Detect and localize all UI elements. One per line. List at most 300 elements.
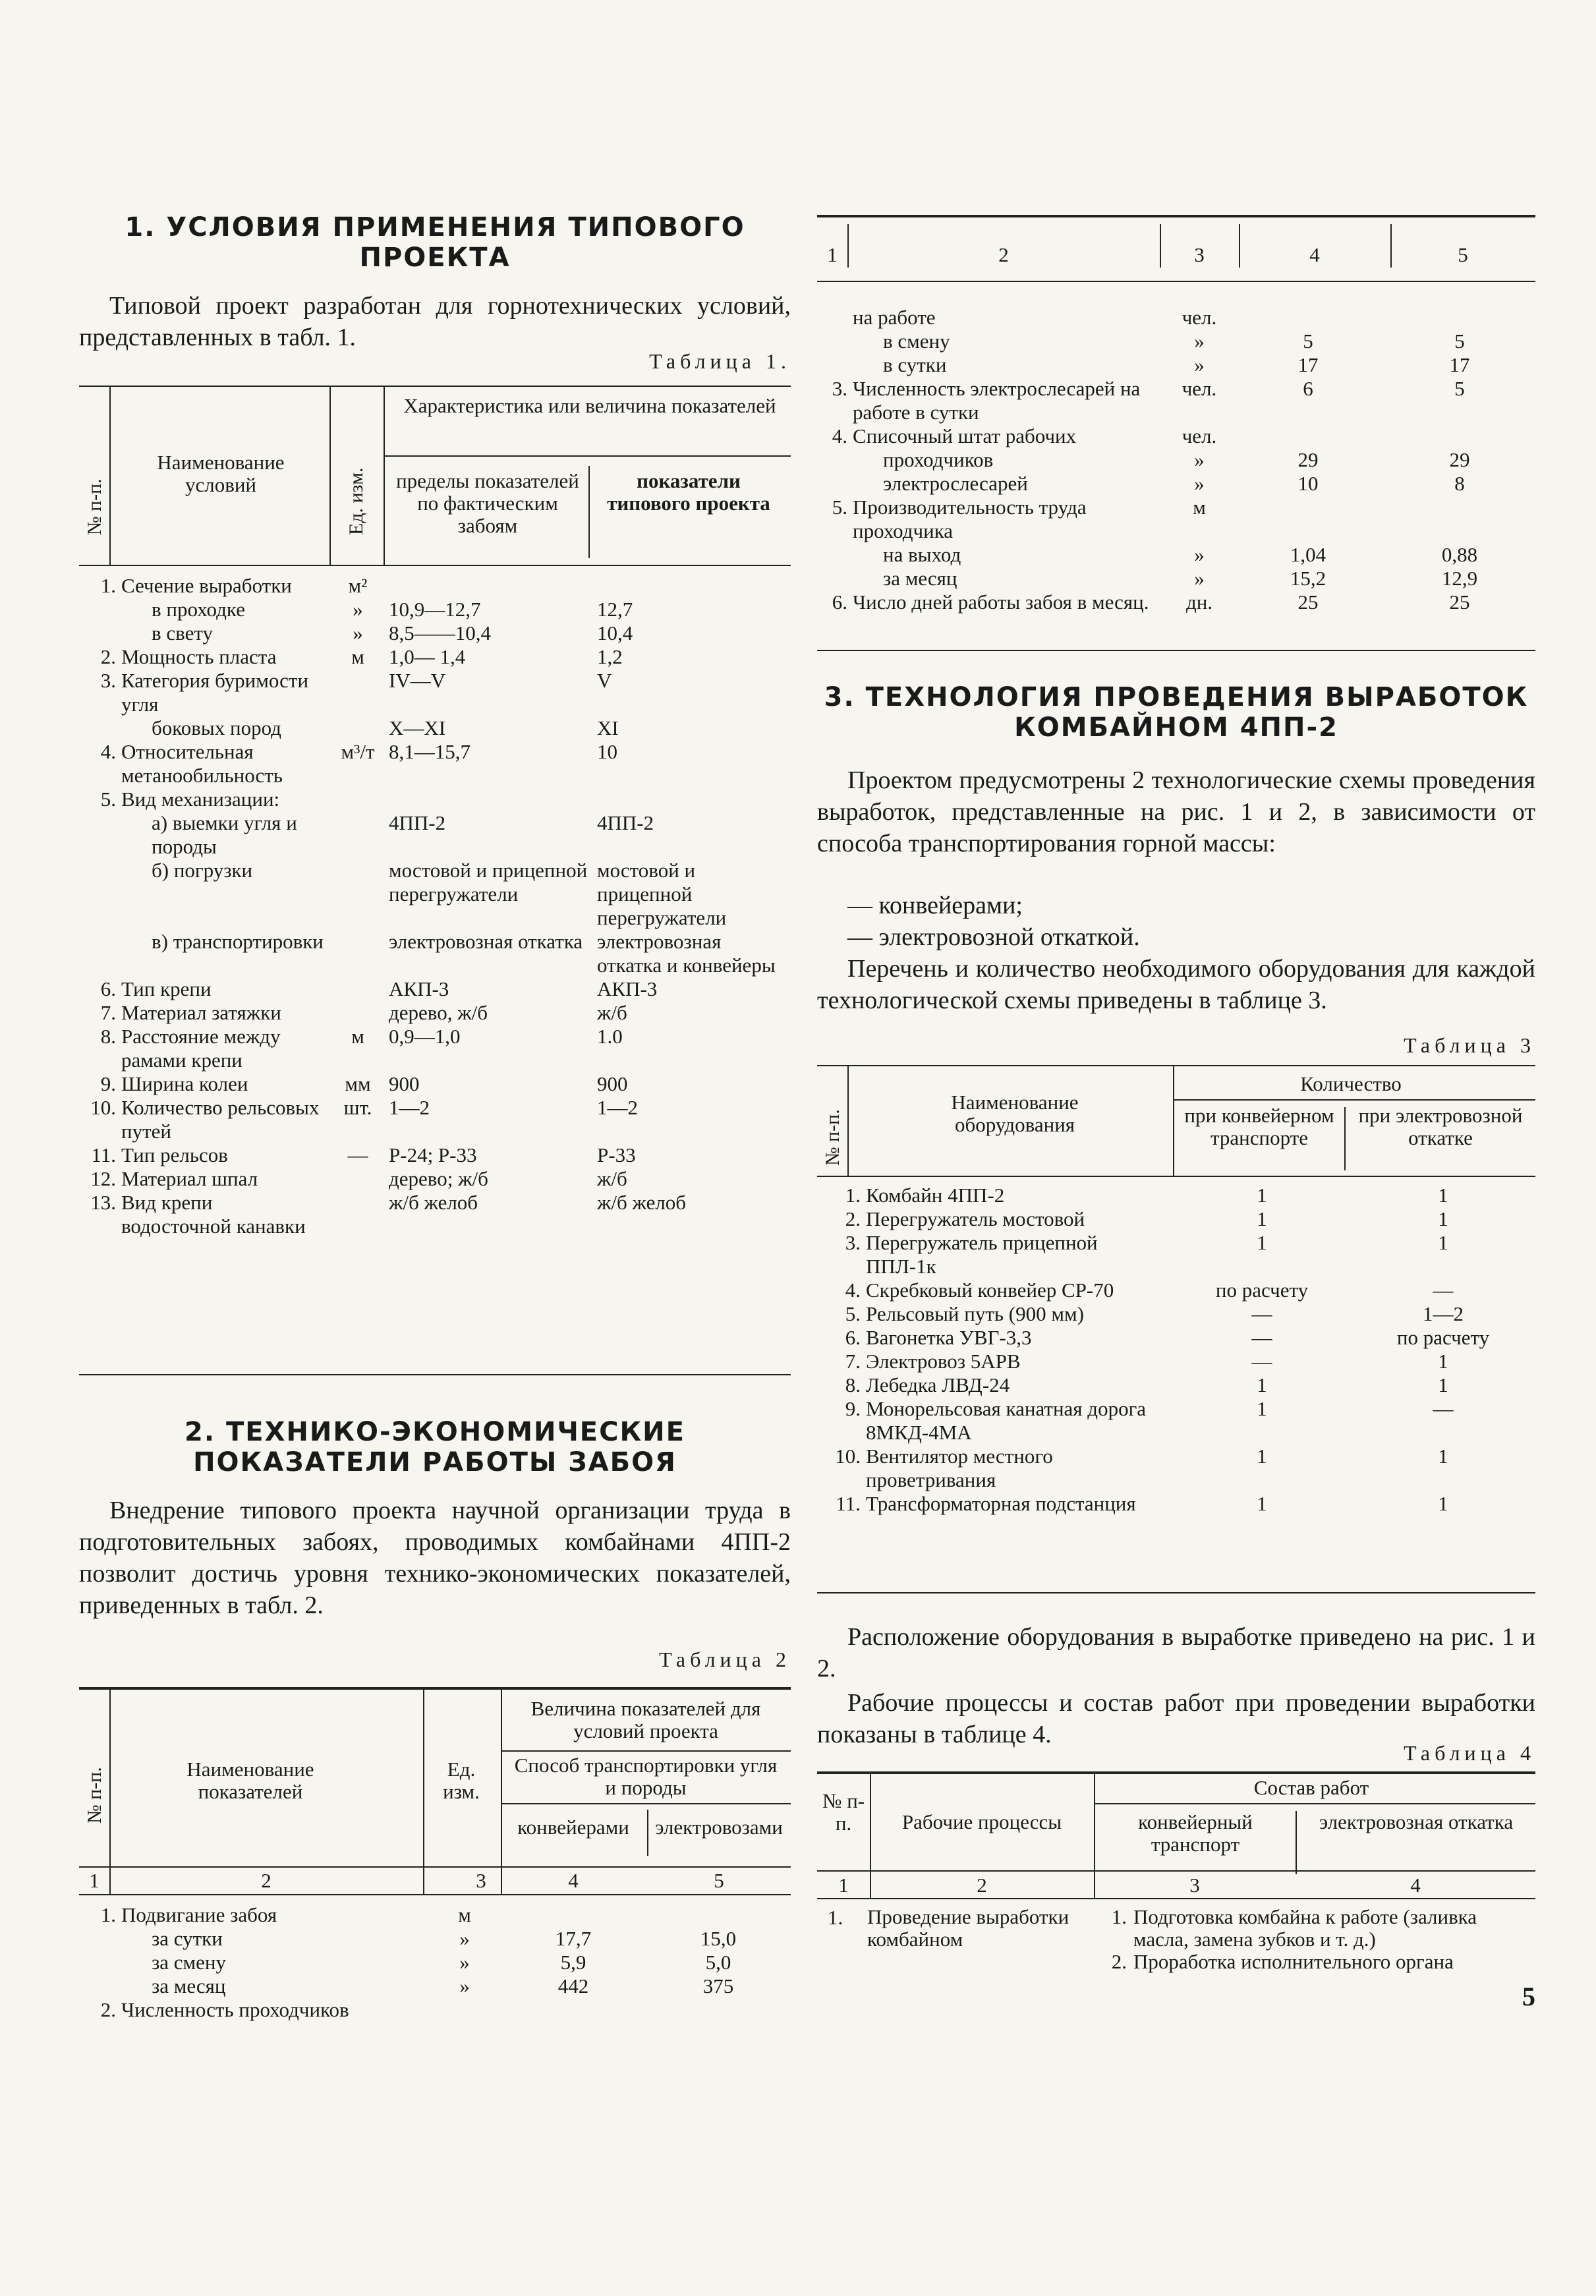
table1-header-characteristic: Характеристика или величина показателей — [403, 394, 776, 417]
table4-header-composition: Состав работ — [1253, 1776, 1369, 1799]
row-name: Вид механизации: — [121, 788, 280, 811]
page-number: 5 — [1522, 1982, 1535, 2011]
row-number: 4. — [100, 740, 116, 763]
section1-title: 1. УСЛОВИЯ ПРИМЕНЕНИЯ ТИПОВОГО ПРОЕКТА — [125, 212, 745, 273]
table1 — [79, 386, 791, 1374]
row-name: Категория буримости угля — [121, 669, 309, 716]
table2-header-num: № п-п. — [84, 1767, 105, 1823]
row-number: 1. — [100, 574, 116, 597]
table2-cont-colnum-1: 1 — [827, 243, 838, 266]
table-row — [817, 1302, 1535, 1326]
row-electro-qty: 1 — [1438, 1231, 1448, 1254]
row-name: в сутки — [883, 353, 947, 376]
row-project-value: V — [597, 669, 612, 692]
row-number: 8. — [100, 1025, 116, 1048]
table-row — [79, 1025, 791, 1072]
row-unit: » — [1194, 472, 1205, 495]
row-electro-value: 5 — [1454, 377, 1465, 400]
table-row — [79, 1072, 791, 1096]
row-factual-value: АКП-3 — [389, 977, 449, 1000]
row-number: 5. — [832, 496, 847, 519]
row-project-value: 10,4 — [597, 621, 633, 645]
row-name: Вид крепи водосточной канавки — [121, 1191, 306, 1238]
table3-header-name: Наименование оборудования — [951, 1091, 1079, 1136]
table-row — [79, 598, 791, 621]
section2-text: Внедрение типового проекта научной организации труда в подготовительных забоях, проводимых комбайнами 4ПП-2 позволит достичь уровня технико-экономических показателей, приведенных в табл. 2. — [79, 1497, 791, 1619]
row-unit: м — [351, 1025, 364, 1048]
table4-colnum-1: 1 — [838, 1874, 849, 1897]
row-name: Материал шпал — [121, 1167, 258, 1190]
row-conveyor-qty: 1 — [1257, 1207, 1267, 1230]
table-row — [817, 1326, 1535, 1350]
row-project-value: мостовой и прицепной перегружатели — [597, 859, 727, 929]
row-name: Комбайн 4ПП-2 — [866, 1184, 1005, 1207]
table1-header-num: № п-п. — [84, 478, 105, 535]
row-number: 11. — [91, 1143, 116, 1166]
table1-caption: Таблица 1. — [649, 349, 791, 373]
row-name: за месяц — [883, 567, 957, 590]
row-conveyor-value: 442 — [557, 1974, 589, 1997]
row-electro-qty: по расчету — [1396, 1326, 1490, 1349]
table-row — [79, 788, 791, 811]
table-row — [817, 472, 1535, 496]
row-unit: м³/т — [341, 740, 375, 763]
table3-caption: Таблица 3 — [1404, 1033, 1535, 1057]
table-row — [817, 353, 1535, 377]
row-factual-value: дерево; ж/б — [389, 1167, 488, 1190]
section3-paragraph-4: Рабочие процессы и состав работ при проведении выработки показаны в таблице 4. — [817, 1689, 1535, 1748]
row-project-value: 1.0 — [597, 1025, 623, 1048]
table-row — [79, 1903, 791, 1927]
table-row — [79, 669, 791, 716]
row-factual-value: 0,9—1,0 — [389, 1025, 461, 1048]
row-number — [79, 859, 119, 930]
row-unit: шт. — [343, 1096, 372, 1119]
row-electro-qty: 1 — [1438, 1445, 1448, 1468]
table-row — [79, 1001, 791, 1025]
row-project-value: АКП-3 — [597, 977, 658, 1000]
row-factual-value: Р-24; Р-33 — [389, 1143, 477, 1166]
row-electro-value: 29 — [1449, 448, 1470, 471]
row-conveyor-qty: 1 — [1257, 1445, 1267, 1468]
row-unit — [329, 811, 386, 859]
row-name: Относительная метанообильность — [121, 740, 283, 787]
row-number: 3. — [832, 377, 847, 400]
row-number: 4. — [845, 1278, 861, 1302]
row-number — [817, 567, 850, 590]
section3-paragraph-2: Перечень и количество необходимого оборудования для каждой технологической схемы приведены в таблице 3. — [817, 955, 1535, 1014]
row-factual-value: 1,0— 1,4 — [389, 645, 466, 668]
row-number: 9. — [845, 1397, 861, 1420]
row-name: Расстояние между рамами крепи — [121, 1025, 281, 1072]
row-electro-value: 375 — [702, 1974, 734, 1997]
row-number: 10. — [90, 1096, 116, 1119]
work-number: 2. — [1111, 1950, 1127, 1973]
row-project-value: XI — [597, 716, 619, 739]
row-electro-qty: 1 — [1438, 1492, 1448, 1515]
row-number — [79, 1974, 119, 1998]
row-unit: » — [1194, 330, 1205, 353]
row-electro-value: 0,88 — [1441, 543, 1478, 566]
row-electro-qty: 1 — [1438, 1207, 1448, 1230]
table-row — [817, 1397, 1535, 1445]
table4-header-conv: конвейерный транспорт — [1138, 1810, 1253, 1856]
row-electro-qty: 1—2 — [1423, 1302, 1464, 1325]
row-electro-value: 12,9 — [1441, 567, 1478, 590]
table-row — [79, 1951, 791, 1974]
work-number: 1. — [1111, 1905, 1127, 1928]
row-number: 2. — [100, 645, 116, 668]
table-row — [79, 977, 791, 1001]
row-name: Электровоз 5АРВ — [866, 1350, 1021, 1373]
row-name: Подвигание забоя — [121, 1903, 277, 1926]
table2-cont-colnum-5: 5 — [1458, 243, 1468, 266]
table3-body — [817, 1184, 1535, 1516]
row-number: 6. — [832, 590, 847, 614]
row-unit — [329, 716, 386, 740]
section3-title: 3. ТЕХНОЛОГИЯ ПРОВЕДЕНИЯ ВЫРАБОТОК КОМБАЙНОМ 4ПП-2 — [824, 682, 1529, 743]
section2-title: 2. ТЕХНИКО-ЭКОНОМИЧЕСКИЕ ПОКАЗАТЕЛИ РАБОТЫ ЗАБОЯ — [185, 1417, 685, 1478]
row-unit: » — [459, 1927, 470, 1950]
work-text: Проработка исполнительного органа — [1133, 1950, 1454, 1973]
row-name: проходчиков — [883, 448, 994, 471]
row-name: Трансформаторная подстанция — [866, 1492, 1136, 1515]
row-number: 1. — [100, 1903, 116, 1926]
table-row — [79, 1143, 791, 1167]
row-conveyor-qty: 1 — [1257, 1492, 1267, 1515]
table-row — [817, 448, 1535, 472]
table-row — [79, 645, 791, 669]
row-name: а) выемки угля и породы — [152, 811, 297, 858]
row-unit — [329, 1191, 386, 1238]
row-project-value: ж/б желоб — [597, 1191, 687, 1214]
table-row — [817, 496, 1535, 543]
row-number: 7. — [100, 1001, 116, 1024]
table-row — [79, 811, 791, 859]
row-project-value: электровозная откатка и конвейеры — [597, 930, 776, 977]
row-electro-qty: — — [1433, 1397, 1454, 1420]
row-conveyor-value: 5,9 — [560, 1951, 586, 1974]
list-item — [1094, 1906, 1535, 1951]
row-unit: м — [458, 1903, 471, 1926]
row-factual-value — [386, 788, 594, 811]
row-conveyor-qty: 1 — [1257, 1184, 1267, 1207]
row-number: 1. — [845, 1184, 861, 1207]
table-row — [79, 930, 791, 977]
row-unit: м — [1193, 496, 1206, 519]
row-name: в проходке — [152, 598, 245, 621]
row-name: б) погрузки — [152, 859, 253, 882]
row-number — [79, 598, 119, 621]
row-factual-value: 8,1—15,7 — [389, 740, 470, 763]
row-unit: чел. — [1182, 424, 1217, 447]
row-name: Количество рельсовых путей — [121, 1096, 320, 1143]
table4-caption: Таблица 4 — [1404, 1741, 1535, 1765]
row-unit: чел. — [1182, 306, 1217, 329]
table1-header-factual: пределы показателей по фактическим забоям — [396, 469, 579, 537]
row-name: в свету — [152, 621, 213, 645]
table2-colnum-4: 4 — [568, 1869, 579, 1892]
table-row — [817, 543, 1535, 567]
row-conveyor-value — [1232, 424, 1384, 448]
row-name: Численность электрослесарей на работе в сутки — [853, 377, 1141, 424]
row-factual-value: мостовой и прицепной перегружатели — [389, 859, 588, 905]
row-project-value: ж/б — [597, 1001, 627, 1024]
table2-cont-colnum-2: 2 — [998, 243, 1009, 266]
table-row — [817, 1373, 1535, 1397]
row-electro-qty: 1 — [1438, 1350, 1448, 1373]
row-unit: м² — [348, 574, 368, 597]
row-factual-value — [386, 574, 594, 598]
row-project-value: 12,7 — [597, 598, 633, 621]
row-number: 6. — [100, 977, 116, 1000]
table4-header-process: Рабочие процессы — [901, 1810, 1062, 1833]
row-unit: мм — [345, 1072, 371, 1095]
row-unit: » — [353, 598, 363, 621]
work-text: Подготовка комбайна к работе (заливка масла, замена зубков и т. д.) — [1133, 1905, 1477, 1951]
table2-body-right — [817, 306, 1535, 614]
row-electro-value: 8 — [1454, 472, 1465, 495]
row-name: Скребковый конвейер СР-70 — [866, 1278, 1114, 1302]
list-item — [1094, 1951, 1535, 1973]
row-conveyor-value: 10 — [1297, 472, 1319, 495]
table2-cont-colnum-4: 4 — [1309, 243, 1320, 266]
table1-header-project: показатели типового проекта — [607, 469, 770, 515]
row-number — [79, 1927, 119, 1951]
row-conveyor-qty: по расчету — [1215, 1278, 1309, 1302]
table4-colnum-3: 3 — [1189, 1874, 1200, 1897]
row-name: Перегружатель прицепной ППЛ-1к — [866, 1231, 1098, 1278]
row-unit — [329, 977, 386, 1001]
row-name: электрослесарей — [883, 472, 1028, 495]
row-unit: » — [353, 621, 363, 645]
row-electro-value — [1384, 496, 1535, 543]
row-number: 13. — [90, 1191, 116, 1214]
row-name: на выход — [883, 543, 961, 566]
row-number: 2. — [845, 1207, 861, 1230]
row-electro-value — [1384, 306, 1535, 330]
row-name: Перегружатель мостовой — [866, 1207, 1085, 1230]
row-electro-value: 5,0 — [705, 1951, 731, 1974]
row-unit: » — [1194, 567, 1205, 590]
table4-row-process: Проведение выработки комбайном — [867, 1905, 1069, 1951]
row-name: Число дней работы забоя в месяц. — [853, 590, 1149, 614]
row-number — [817, 543, 850, 567]
row-project-value: 1,2 — [597, 645, 623, 668]
row-unit — [329, 788, 386, 811]
table2-cont-colnum-3: 3 — [1194, 243, 1205, 266]
table4-row-num: 1. — [828, 1906, 843, 1929]
row-project-value — [594, 788, 791, 811]
row-factual-value: 900 — [389, 1072, 420, 1095]
row-electro-value — [646, 1998, 791, 2022]
row-factual-value: 4ПП-2 — [389, 811, 446, 834]
table-row — [817, 1231, 1535, 1278]
row-name: Сечение выработки — [121, 574, 292, 597]
row-name: в смену — [883, 330, 950, 353]
section3-item-1: — конвейерами; — [847, 892, 1023, 919]
row-number: 5. — [100, 788, 116, 811]
row-electro-value: 17 — [1449, 353, 1470, 376]
table-row — [79, 1974, 791, 1998]
row-conveyor-value — [1232, 306, 1384, 330]
row-conveyor-value: 15,2 — [1290, 567, 1326, 590]
row-name: за сутки — [152, 1927, 223, 1950]
row-unit: » — [1194, 543, 1205, 566]
row-conveyor-value: 17 — [1297, 353, 1319, 376]
table-row — [79, 1167, 791, 1191]
row-name: в) транспортировки — [152, 930, 324, 953]
table-row — [79, 859, 791, 930]
row-electro-value: 5 — [1454, 330, 1465, 353]
section1-text: Типовой проект разработан для горнотехнических условий, представленных в табл. 1. — [79, 292, 791, 351]
row-conveyor-value — [501, 1998, 646, 2022]
table-row — [817, 377, 1535, 424]
row-project-value: 900 — [597, 1072, 628, 1095]
row-name: за смену — [152, 1951, 226, 1974]
row-factual-value: X—XI — [389, 716, 446, 739]
row-conveyor-value: 6 — [1303, 377, 1313, 400]
table3-header-qty: Количество — [1300, 1072, 1402, 1095]
row-factual-value: 10,9—12,7 — [389, 598, 481, 621]
row-conveyor-qty: — — [1251, 1326, 1272, 1349]
table4-works — [1094, 1906, 1535, 1973]
row-number: 3. — [100, 669, 116, 692]
row-number: 3. — [845, 1231, 861, 1254]
table-row — [79, 621, 791, 645]
table4-header-num: № п-п. — [822, 1789, 865, 1835]
table-row — [817, 1445, 1535, 1492]
table2-colnum-3: 3 — [476, 1869, 486, 1892]
row-project-value: 4ПП-2 — [597, 811, 654, 834]
row-number — [817, 330, 850, 353]
table4-colnum-4: 4 — [1410, 1874, 1421, 1897]
row-factual-value: электровозная откатка — [389, 930, 583, 953]
row-number: 4. — [832, 424, 847, 447]
row-unit: » — [459, 1974, 470, 1997]
table1-header-unit: Ед. изм. — [345, 467, 367, 535]
row-number — [79, 621, 119, 645]
table2 — [79, 1687, 791, 2056]
row-name: Рельсовый путь (900 мм) — [866, 1302, 1084, 1325]
row-number: 7. — [845, 1350, 861, 1373]
row-conveyor-qty: — — [1251, 1350, 1272, 1373]
table-row — [79, 1096, 791, 1143]
table-row — [817, 590, 1535, 614]
row-factual-value: 8,5——10,4 — [389, 621, 491, 645]
row-electro-value: 15,0 — [700, 1927, 737, 1950]
row-unit: » — [1194, 448, 1205, 471]
table-row — [817, 567, 1535, 590]
section3-paragraph-1: Проектом предусмотрены 2 технологические схемы проведения выработок, представленные на рис. 1 и 2, в зависимости от способа транспортирования горной массы: — [817, 766, 1535, 857]
row-number: 8. — [845, 1373, 861, 1396]
row-unit: м — [351, 645, 364, 668]
table4-header-electro: электровозная откатка — [1319, 1810, 1514, 1833]
table-row — [817, 306, 1535, 330]
row-number: 9. — [100, 1072, 116, 1095]
row-project-value — [594, 574, 791, 598]
section3-paragraph-3: Расположение оборудования в выработке приведено на рис. 1 и 2. — [817, 1623, 1535, 1682]
row-number — [79, 1951, 119, 1974]
row-conveyor-value: 25 — [1297, 590, 1319, 614]
row-name: Материал затяжки — [121, 1001, 281, 1024]
row-unit: чел. — [1182, 377, 1217, 400]
table-row — [817, 330, 1535, 353]
row-name: Монорельсовая канатная дорога 8МКД-4МА — [866, 1397, 1147, 1444]
row-conveyor-qty: — — [1251, 1302, 1272, 1325]
row-factual-value: дерево, ж/б — [389, 1001, 488, 1024]
row-project-value: Р-33 — [597, 1143, 636, 1166]
table3 — [817, 1065, 1535, 1592]
row-unit: » — [1194, 353, 1205, 376]
row-conveyor-value: 5 — [1303, 330, 1313, 353]
table4 — [817, 1771, 1535, 2048]
row-number: 5. — [845, 1302, 861, 1325]
row-number: 12. — [90, 1167, 116, 1190]
table2-header-electro: электровозами — [655, 1816, 783, 1839]
table3-header-electro: при электровозной откатке — [1358, 1104, 1523, 1149]
row-name: Тип рельсов — [121, 1143, 228, 1166]
table-row — [817, 1184, 1535, 1207]
row-factual-value: IV—V — [389, 669, 446, 692]
table-row — [817, 424, 1535, 448]
table1-body — [79, 574, 791, 1238]
row-electro-value: 25 — [1449, 590, 1470, 614]
row-conveyor-value — [501, 1903, 646, 1927]
table-row — [79, 1998, 791, 2022]
row-conveyor-value — [1232, 496, 1384, 543]
table-row — [79, 740, 791, 788]
row-name: Тип крепи — [121, 977, 212, 1000]
row-name: Списочный штат рабочих — [853, 424, 1077, 447]
table2-colnum-5: 5 — [714, 1869, 724, 1892]
table2-caption: Таблица 2 — [659, 1648, 791, 1671]
row-unit: — — [347, 1143, 368, 1166]
row-name: Производительность труда проходчика — [853, 496, 1087, 542]
table2-body-left — [79, 1903, 791, 2022]
row-name: Вентилятор местного проветривания — [866, 1445, 1053, 1491]
row-unit — [329, 669, 386, 716]
row-name: Ширина колеи — [121, 1072, 248, 1095]
row-name: боковых пород — [152, 716, 281, 739]
row-name: за месяц — [152, 1974, 226, 1997]
table-row — [79, 574, 791, 598]
row-number — [817, 353, 850, 377]
table-row — [817, 1492, 1535, 1516]
row-name: Вагонетка УВГ-3,3 — [866, 1326, 1032, 1349]
row-name: Численность проходчиков — [121, 1998, 349, 2021]
table2-header-conv: конвейерами — [517, 1816, 629, 1839]
table2-header-name: Наименование показателей — [186, 1758, 314, 1803]
row-conveyor-value: 17,7 — [555, 1927, 592, 1950]
row-unit — [329, 859, 386, 930]
table-row — [817, 1350, 1535, 1373]
row-electro-qty: 1 — [1438, 1373, 1448, 1396]
table-row — [79, 1191, 791, 1238]
table3-header-num: № п-п. — [822, 1109, 843, 1166]
row-electro-value — [1384, 424, 1535, 448]
table2-header-unit: Ед. изм. — [443, 1758, 480, 1803]
row-project-value: 1—2 — [597, 1096, 638, 1119]
row-unit — [329, 1167, 386, 1191]
table-row — [817, 1278, 1535, 1302]
row-conveyor-qty: 1 — [1257, 1231, 1267, 1254]
table2-header-method: Способ транспортировки угля и породы — [514, 1754, 778, 1799]
row-unit: дн. — [1185, 590, 1213, 614]
row-unit — [329, 930, 386, 977]
table2-colnum-2: 2 — [261, 1869, 271, 1892]
row-name: Мощность пласта — [121, 645, 277, 668]
